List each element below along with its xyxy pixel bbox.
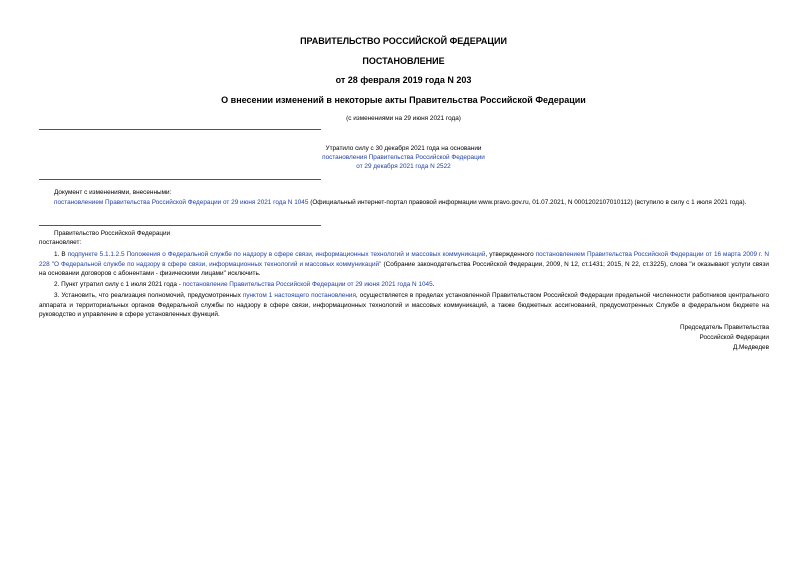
signature-name: Д.Медведев xyxy=(732,344,769,351)
paragraph-3 xyxy=(39,291,769,320)
org-heading: ПРАВИТЕЛЬСТВО РОССИЙСКОЙ ФЕДЕРАЦИИ xyxy=(300,36,507,46)
date-number: от 28 февраля 2019 года N 203 xyxy=(335,75,472,85)
p3-text-a: 3. Установить, что реализация полномочий, предусмотренных xyxy=(54,292,243,299)
changes-paragraph xyxy=(39,198,769,208)
doc-type-heading: ПОСТАНОВЛЕНИЕ xyxy=(362,56,445,66)
divider xyxy=(39,179,321,180)
signature-block xyxy=(680,323,769,353)
p1-link-2[interactable]: постановлением Правительства Российской Федерации от 16 марта 2009 г. N 228 "О Федеральной службе по надзору в сфере связи, информационных технологий и массовых коммуникаций" xyxy=(39,251,769,268)
p2-text-b: . xyxy=(432,281,435,288)
p3-text-b: , осуществляется в пределах установленной Правительством Российской Федерации предельной численности работников центрального аппарата и территориальных органов Федеральной службы по надзору в сфере связи, информационных технологий и массовых коммуникаций, а также бюджетных ассигнований, предусмотренных Службе в федеральном бюджете на руководство и управление в сфере установленных функций. xyxy=(39,292,770,319)
p1-text-a: 1. В xyxy=(54,251,68,258)
expired-link[interactable]: постановления Правительства Российской Федерации xyxy=(322,154,485,161)
signature-line-1: Председатель Правительства xyxy=(680,324,769,331)
gov-line: Правительство Российской Федерации xyxy=(54,230,171,237)
edition-note: (с изменениями на 29 июня 2021 года) xyxy=(346,115,461,122)
p1-link-1[interactable]: подпункте 5.1.1.2.5 Положения о Федеральной службе по надзору в сфере связи, информационных технологий и массовых коммуникаций xyxy=(67,251,486,258)
p1-text-c: (Собрание законодательства Российской Федерации, 2009, N 12, ст.1431; 2015, N 22, ст.3225), слова "и оказывают услуги связи на основании договоров с абонентами - физическими лицами" исключить. xyxy=(39,260,769,278)
resolves-line: постановляет: xyxy=(39,239,82,246)
p2-link[interactable]: постановление Правительства Российской Федерации от 29 июня 2021 года N 1045 xyxy=(182,281,433,288)
paragraph-1 xyxy=(39,250,769,279)
changes-link[interactable]: постановлением Правительства Российской Федерации от 29 июня 2021 года N 1045 xyxy=(54,199,309,206)
signature-line-2: Российской Федерации xyxy=(699,334,769,341)
expired-link-2[interactable]: от 29 декабря 2021 года N 2522 xyxy=(356,163,451,170)
page-title: О внесении изменений в некоторые акты Правительства Российской Федерации xyxy=(221,95,586,105)
expired-note: Утратило силу с 30 декабря 2021 года на основании xyxy=(325,145,482,152)
p3-link[interactable]: пунктом 1 настоящего постановления xyxy=(242,292,356,299)
p2-text-a: 2. Пункт утратил силу с 1 июля 2021 года - xyxy=(54,281,183,288)
divider xyxy=(39,129,321,130)
expired-link-line2[interactable] xyxy=(0,162,807,171)
expired-link-line1[interactable] xyxy=(0,153,807,162)
paragraph-2 xyxy=(39,280,769,290)
divider xyxy=(39,225,321,226)
changes-intro: Документ с изменениями, внесенными: xyxy=(54,189,172,196)
changes-rest: (Официальный интернет-портал правовой информации www.pravo.gov.ru, 01.07.2021, N 0001202107010112) (вступило в силу с 1 июля 2021 года). xyxy=(308,199,747,206)
p1-text-b: , утвержденного xyxy=(485,251,536,258)
